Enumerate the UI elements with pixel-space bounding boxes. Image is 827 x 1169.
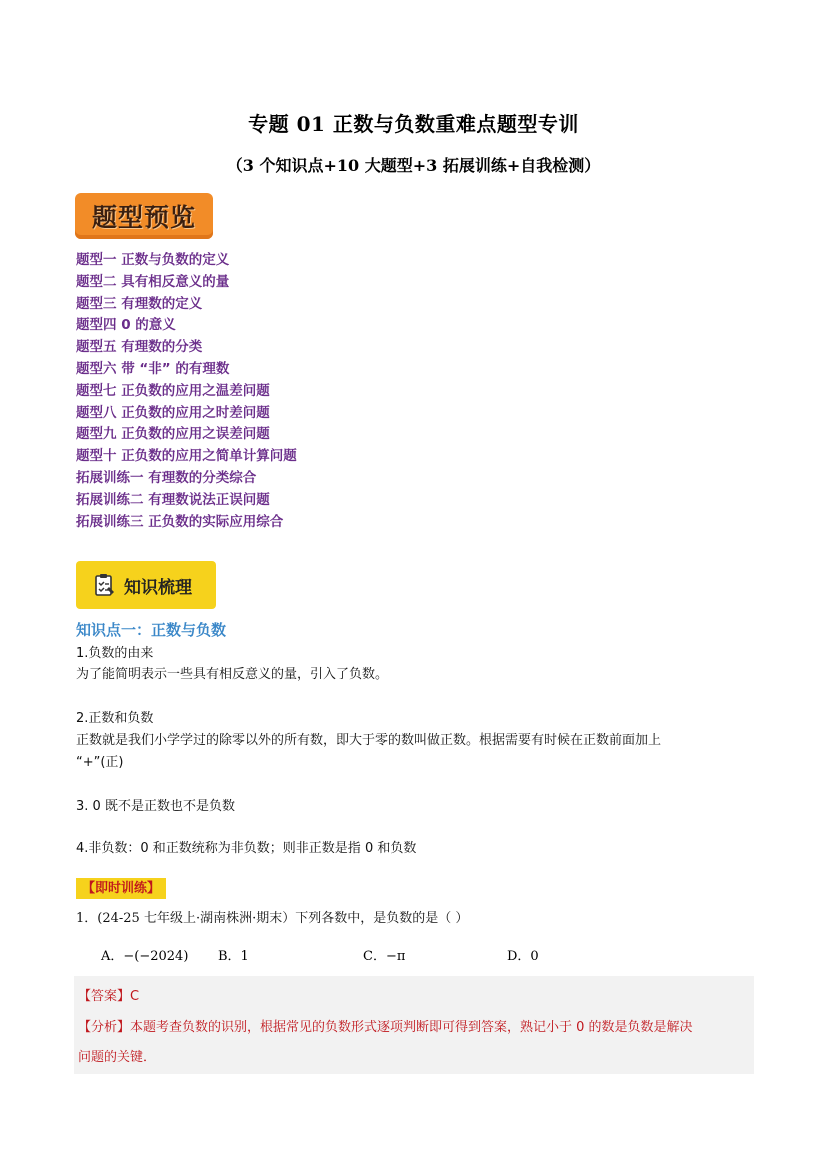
toc-item[interactable]: 题型十 正负数的应用之简单计算问题 [76,448,297,465]
preview-badge [75,193,213,239]
toc-item[interactable]: 题型三 有理数的定义 [76,295,203,312]
toc-item[interactable]: 题型九 正负数的应用之误差问题 [76,426,270,443]
option-a[interactable]: A．−(−2024) [101,949,189,964]
analysis-line: 【分析】本题考查负数的识别，根据常见的负数形式逐项判断即可得到答案，熟记小于 0 的数是负数是解决 [78,1020,693,1035]
question-text: 1．(24-25 七年级上·湖南株洲·期末）下列各数中，是负数的是（ ） [76,911,469,926]
checklist-icon [94,573,116,597]
preview-badge-label: 题型预览 [91,203,196,232]
toc-item[interactable]: 拓展训练三 正负数的实际应用综合 [76,513,284,530]
toc-item[interactable]: 题型二 具有相反意义的量 [76,273,230,290]
page-subtitle: （3 个知识点+10 大题型+3 拓展训练+自我检测） [226,156,601,175]
knowledge-badge [76,561,216,609]
toc-item[interactable]: 题型五 有理数的分类 [76,339,203,356]
answer-box [74,976,754,1074]
paragraph-2-title: 2.正数和负数 [76,711,154,726]
option-b[interactable]: B．1 [218,949,249,964]
option-c[interactable]: C．−π [363,949,406,964]
toc-item[interactable]: 题型四 0 的意义 [76,317,176,334]
toc-item[interactable]: 题型一 正数与负数的定义 [76,252,230,268]
knowledge-badge-label: 知识梳理 [124,577,192,598]
page-title: 专题 01 正数与负数重难点题型专训 [248,112,579,136]
toc-item[interactable]: 题型八 正负数的应用之时差问题 [76,404,270,421]
option-d[interactable]: D．0 [507,949,539,964]
toc-item[interactable]: 拓展训练二 有理数说法正误问题 [76,491,270,508]
toc-item[interactable]: 题型七 正负数的应用之温差问题 [76,382,270,399]
answer-options [101,945,661,965]
practice-badge: 【即时训练】 [76,878,166,899]
paragraph-1-title: 1.负数的由来 [76,646,154,661]
toc-item[interactable]: 拓展训练一 有理数的分类综合 [76,469,257,486]
paragraph-1-body: 为了能简明表示一些具有相反意义的量，引入了负数。 [76,667,389,682]
paragraph-4: 4.非负数：0 和正数统称为非负数；则非正数是指 0 和负数 [76,841,417,856]
paragraph-2-body-cont: “+”(正) [76,755,124,770]
toc-list [76,250,297,533]
paragraph-3: 3. 0 既不是正数也不是负数 [76,799,235,814]
section-heading: 知识点一：正数与负数 [76,621,227,639]
answer-line: 【答案】C [78,989,140,1004]
analysis-line-cont: 问题的关键． [78,1050,157,1065]
toc-item[interactable]: 题型六 带 “非” 的有理数 [76,360,230,377]
paragraph-2-body: 正数就是我们小学学过的除零以外的所有数，即大于零的数叫做正数。根据需要有时候在正数前面加上 [76,733,662,748]
